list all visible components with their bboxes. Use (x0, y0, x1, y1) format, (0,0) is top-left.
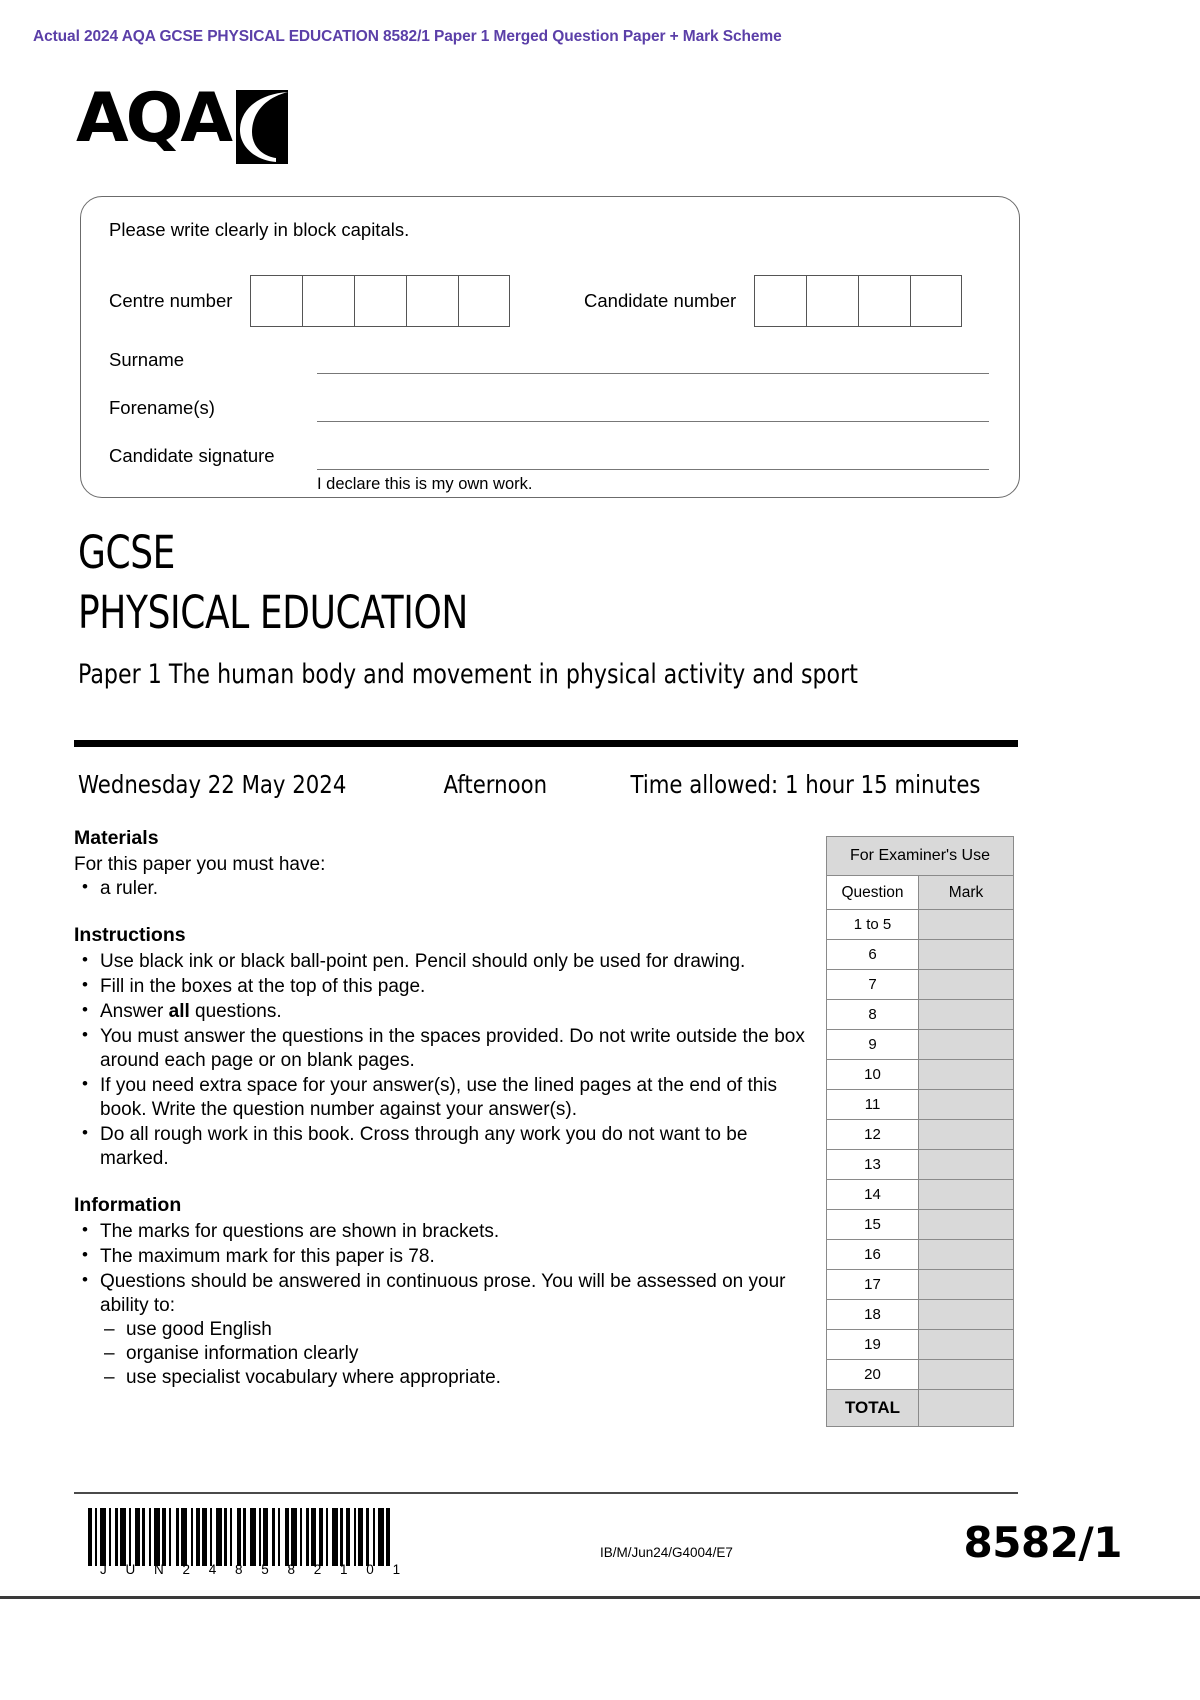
centre-number-cell[interactable] (406, 275, 458, 327)
surname-input[interactable] (317, 351, 989, 374)
mark-cell[interactable] (919, 1090, 1014, 1120)
mark-cell[interactable] (919, 940, 1014, 970)
mark-cell[interactable] (919, 1000, 1014, 1030)
aqa-logo (76, 79, 288, 164)
list-item: • a ruler. (74, 877, 814, 901)
answer-all-emphasis: all (168, 1000, 190, 1022)
forename-row (109, 397, 989, 422)
list-item: • The marks for questions are shown in brackets. (74, 1220, 814, 1244)
candidate-number-cell[interactable] (858, 275, 910, 327)
question-label: 16 (827, 1240, 919, 1270)
question-label: 11 (827, 1090, 919, 1120)
table-row (827, 1360, 1014, 1390)
centre-number-input[interactable] (250, 275, 510, 327)
column-header-mark: Mark (919, 876, 1014, 910)
table-row (827, 1180, 1014, 1210)
candidate-number-cell[interactable] (910, 275, 962, 327)
question-label: 9 (827, 1030, 919, 1060)
paper-subtitle: Paper 1 The human body and movement in physical activity and sport (78, 658, 858, 690)
question-label: 18 (827, 1300, 919, 1330)
title-divider (74, 740, 1018, 747)
instructions-list (74, 950, 814, 1170)
column-header-question: Question (827, 876, 919, 910)
centre-number-label: Centre number (109, 290, 233, 311)
question-label: 6 (827, 940, 919, 970)
list-item-text: Questions should be answered in continuous prose. You will be assessed on your ability to: (100, 1270, 786, 1316)
centre-number-cell[interactable] (458, 275, 510, 327)
examiner-table-head-row (827, 876, 1014, 910)
cover-instructions-column (74, 826, 814, 1391)
spacer (74, 1171, 814, 1193)
table-row (827, 1120, 1014, 1150)
information-heading: Information (74, 1194, 182, 1217)
table-row (827, 1030, 1014, 1060)
question-label: 8 (827, 1000, 919, 1030)
mark-cell[interactable] (919, 1150, 1014, 1180)
list-item: • Use black ink or black ball-point pen. Pencil should only be used for drawing. (74, 950, 814, 974)
mark-cell[interactable] (919, 910, 1014, 940)
forename-input[interactable] (317, 399, 989, 422)
question-label: 7 (827, 970, 919, 1000)
list-item (74, 1270, 814, 1390)
sub-list-item: – use good English (100, 1318, 814, 1342)
exam-date: Wednesday 22 May 2024 (78, 770, 347, 799)
aqa-logo-text: AQA (76, 79, 231, 158)
forename-label: Forename(s) (109, 397, 215, 418)
mark-cell[interactable] (919, 1180, 1014, 1210)
sub-list-item: – organise information clearly (100, 1342, 814, 1366)
exam-title-block (78, 528, 1029, 690)
table-total-row (827, 1390, 1014, 1427)
exam-details-row (78, 770, 981, 799)
centre-number-cell[interactable] (302, 275, 354, 327)
candidate-signature-label: Candidate signature (109, 445, 275, 466)
question-label: 1 to 5 (827, 910, 919, 940)
page-bottom-divider (0, 1596, 1200, 1599)
materials-heading: Materials (74, 827, 159, 849)
question-label: 10 (827, 1060, 919, 1090)
subject-title: PHYSICAL EDUCATION (78, 586, 468, 640)
candidate-signature-input[interactable] (317, 447, 989, 470)
barcode (88, 1502, 428, 1566)
sub-list-item: – use specialist vocabulary where appropriate. (100, 1366, 814, 1390)
declaration-text: I declare this is my own work. (317, 475, 533, 493)
candidate-number-label: Candidate number (584, 290, 737, 311)
mark-cell[interactable] (919, 1330, 1014, 1360)
table-row (827, 1330, 1014, 1360)
table-row (827, 940, 1014, 970)
qualification-title: GCSE (78, 526, 176, 579)
signature-row (109, 445, 989, 470)
question-label: 12 (827, 1120, 919, 1150)
mark-cell[interactable] (919, 970, 1014, 1000)
list-item: • Fill in the boxes at the top of this page. (74, 975, 814, 999)
candidate-details-box (80, 196, 1020, 498)
table-row (827, 1000, 1014, 1030)
surname-label: Surname (109, 349, 185, 370)
list-item (74, 1000, 814, 1024)
footer-divider (74, 1492, 1018, 1494)
materials-list (74, 877, 814, 901)
centre-number-cell[interactable] (250, 275, 302, 327)
mark-cell[interactable] (919, 1240, 1014, 1270)
question-label: 20 (827, 1360, 919, 1390)
provenance-header: Actual 2024 AQA GCSE PHYSICAL EDUCATION 8582/1 Paper 1 Merged Question Paper + Mark Scheme (33, 28, 782, 45)
answer-all-prefix: Answer (100, 1000, 169, 1022)
list-item: • You must answer the questions in the spaces provided. Do not write outside the box around each page or on blank pages. (74, 1025, 814, 1073)
mark-cell[interactable] (919, 1300, 1014, 1330)
barcode-digits: J U N 2 4 8 5 8 2 1 0 1 (100, 1562, 408, 1577)
candidate-number-cell[interactable] (806, 275, 858, 327)
table-row (827, 1060, 1014, 1090)
list-item: • If you need extra space for your answer(s), use the lined pages at the end of this book. Write the question number against your answer(s). (74, 1074, 814, 1122)
candidate-number-input[interactable] (754, 275, 962, 327)
examiner-table-title-row (827, 837, 1014, 876)
information-sublist (100, 1318, 814, 1390)
mark-cell[interactable] (919, 1060, 1014, 1090)
mark-cell[interactable] (919, 1030, 1014, 1060)
examiner-table-title: For Examiner's Use (827, 837, 1014, 876)
question-label: 13 (827, 1150, 919, 1180)
surname-row (109, 349, 989, 374)
question-label: 19 (827, 1330, 919, 1360)
total-mark-cell[interactable] (919, 1390, 1014, 1427)
materials-lead: For this paper you must have: (74, 853, 326, 875)
list-item: • The maximum mark for this paper is 78. (74, 1245, 814, 1269)
examiner-table-body (827, 837, 1014, 1427)
answer-all-suffix: questions. (189, 1000, 282, 1022)
mark-cell[interactable] (919, 1270, 1014, 1300)
information-list (74, 1220, 814, 1390)
centre-number-cell[interactable] (354, 275, 406, 327)
exam-session: Afternoon (443, 770, 548, 799)
candidate-number-row (584, 275, 962, 327)
table-row (827, 970, 1014, 1000)
ib-reference-code: IB/M/Jun24/G4004/E7 (600, 1545, 733, 1560)
candidate-number-cell[interactable] (754, 275, 806, 327)
mark-cell[interactable] (919, 1210, 1014, 1240)
table-row (827, 1270, 1014, 1300)
table-row (827, 1240, 1014, 1270)
centre-number-row (109, 275, 510, 327)
block-capitals-instruction: Please write clearly in block capitals. (109, 219, 410, 240)
mark-cell[interactable] (919, 1360, 1014, 1390)
paper-code: 8582/1 (963, 1518, 1122, 1567)
aqa-leaf-mark-icon (236, 90, 288, 164)
spacer (74, 901, 814, 923)
list-item: • Do all rough work in this book. Cross through any work you do not want to be marked. (74, 1123, 814, 1171)
examiner-use-table (826, 836, 1014, 1427)
mark-cell[interactable] (919, 1120, 1014, 1150)
question-label: 15 (827, 1210, 919, 1240)
table-row (827, 1300, 1014, 1330)
table-row (827, 1150, 1014, 1180)
table-row (827, 1210, 1014, 1240)
table-row (827, 1090, 1014, 1120)
total-label: TOTAL (827, 1390, 919, 1427)
instructions-heading: Instructions (74, 924, 186, 947)
barcode-bars (88, 1508, 390, 1566)
exam-time-allowed: Time allowed: 1 hour 15 minutes (630, 770, 981, 799)
question-label: 14 (827, 1180, 919, 1210)
table-row (827, 910, 1014, 940)
question-label: 17 (827, 1270, 919, 1300)
